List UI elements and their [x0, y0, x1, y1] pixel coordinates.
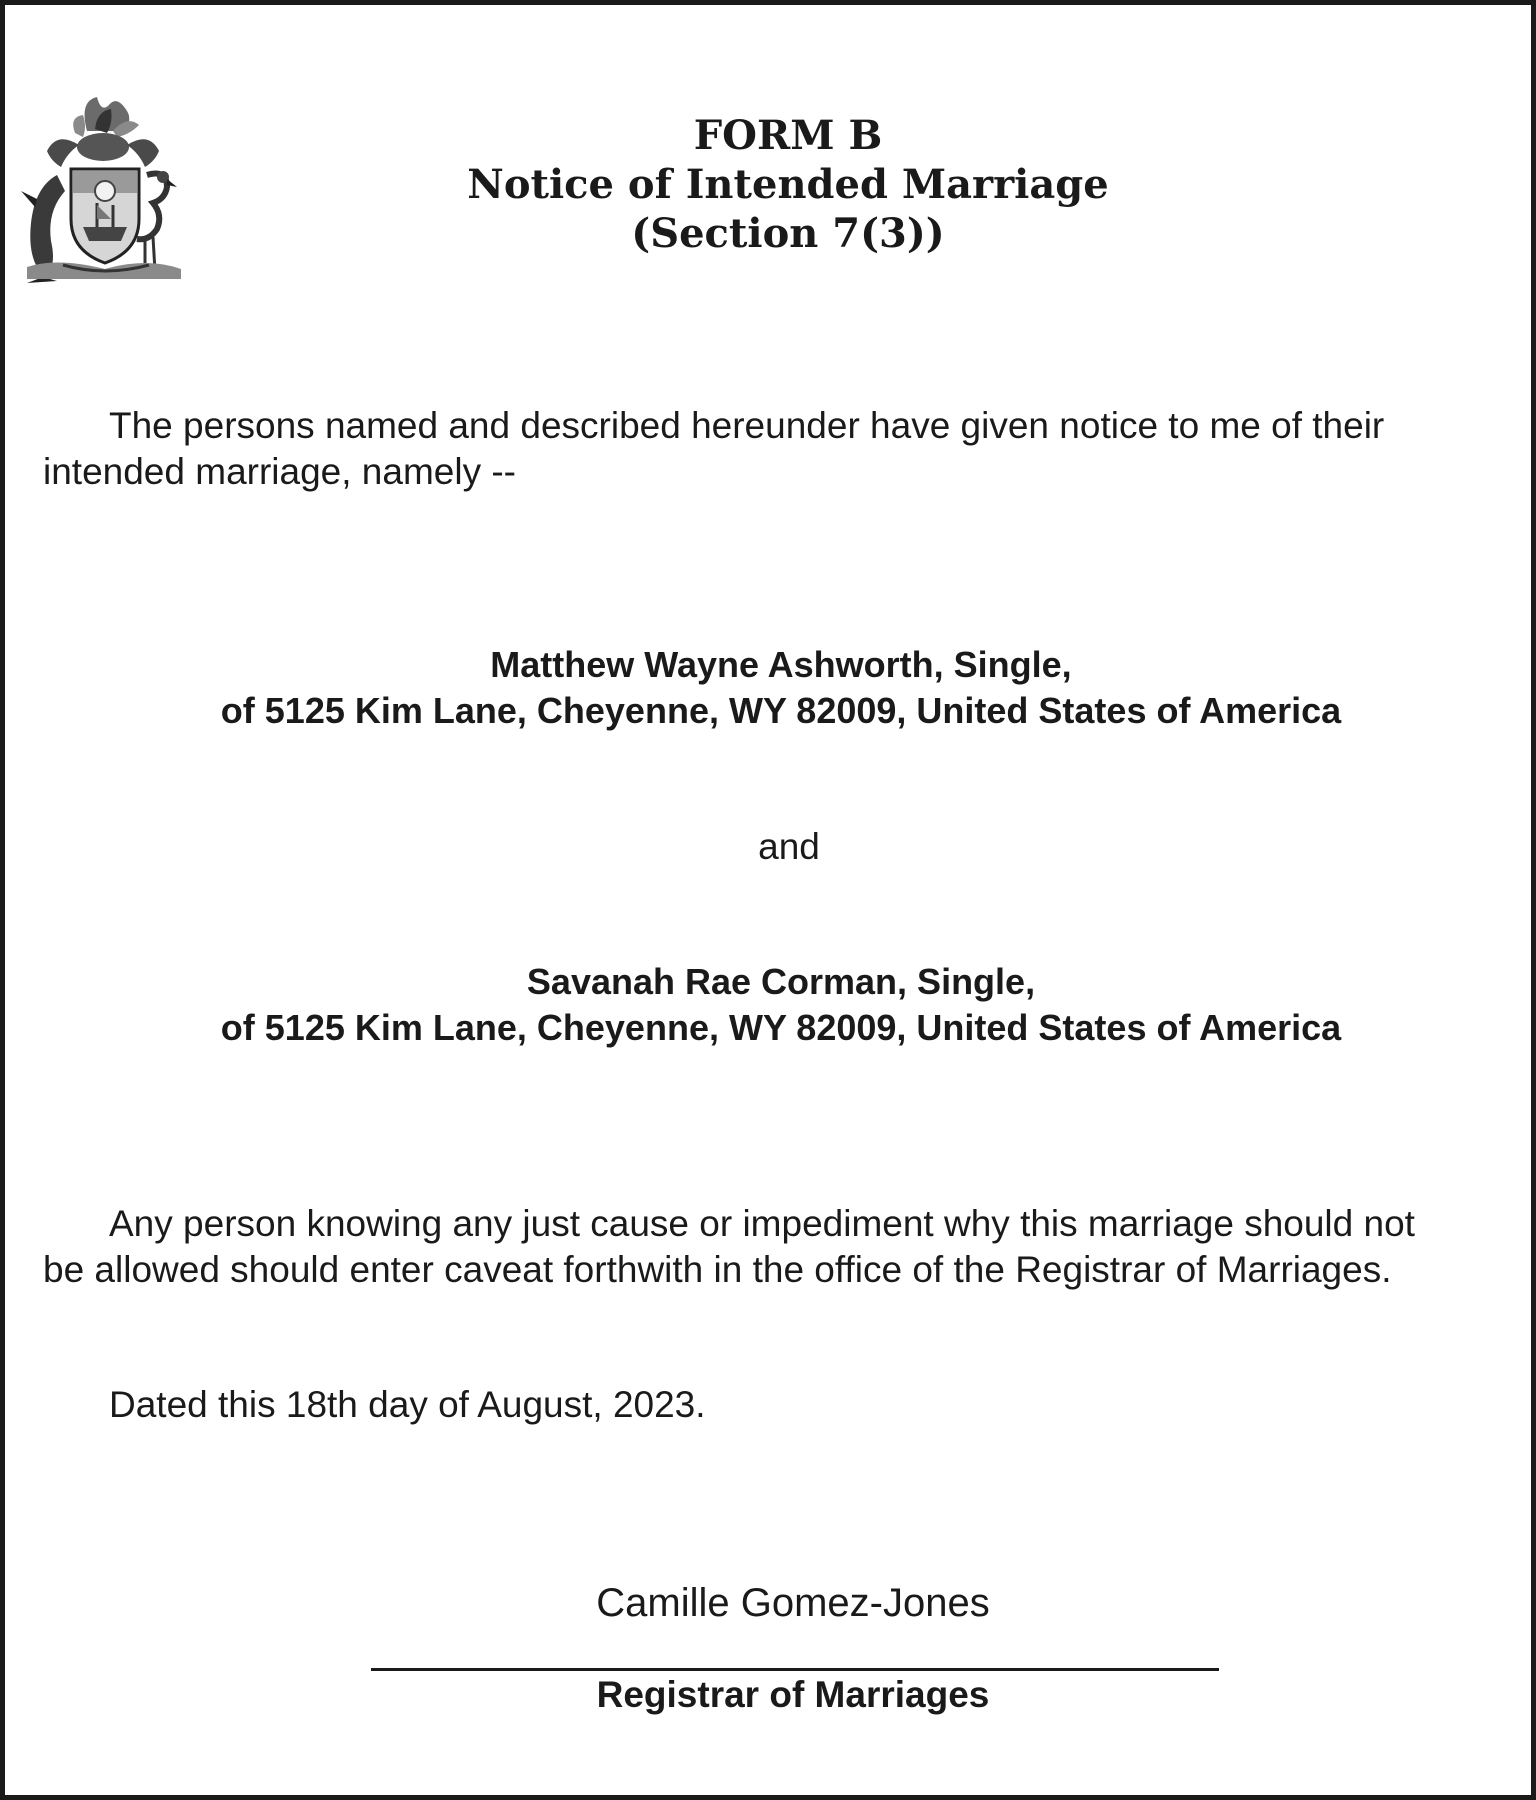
party-one-name: Matthew Wayne Ashworth, Single,	[490, 644, 1072, 685]
party-two-address: of 5125 Kim Lane, Cheyenne, WY 82009, United States of America	[220, 1007, 1342, 1048]
signer-title: Registrar of Marriages	[596, 1674, 990, 1715]
party-two-name: Savanah Rae Corman, Single,	[526, 961, 1036, 1002]
signature-line	[371, 1668, 1219, 1671]
dated-line: Dated this 18th day of August, 2023.	[109, 1384, 706, 1425]
signer-name: Camille Gomez-Jones	[596, 1581, 990, 1625]
form-label: FORM B	[693, 112, 883, 159]
conjunction-and: and	[758, 826, 820, 867]
form-section: (Section 7(3))	[631, 210, 945, 257]
form-title: Notice of Intended Marriage	[467, 161, 1109, 208]
party-two	[5, 959, 1531, 1051]
caveat-paragraph	[43, 1201, 1536, 1293]
intro-line-1: The persons named and described hereunder have given notice to me of their	[109, 405, 1385, 446]
party-one-address: of 5125 Kim Lane, Cheyenne, WY 82009, United States of America	[220, 690, 1342, 731]
caveat-line-1: Any person knowing any just cause or impediment why this marriage should not	[109, 1203, 1415, 1244]
party-one	[5, 642, 1531, 734]
caveat-line-2: be allowed should enter caveat forthwith in the office of the Registrar of Marriages.	[43, 1249, 1392, 1290]
intro-line-2: intended marriage, namely --	[43, 451, 516, 492]
intro-paragraph	[43, 403, 1536, 495]
form-header	[5, 111, 1531, 258]
